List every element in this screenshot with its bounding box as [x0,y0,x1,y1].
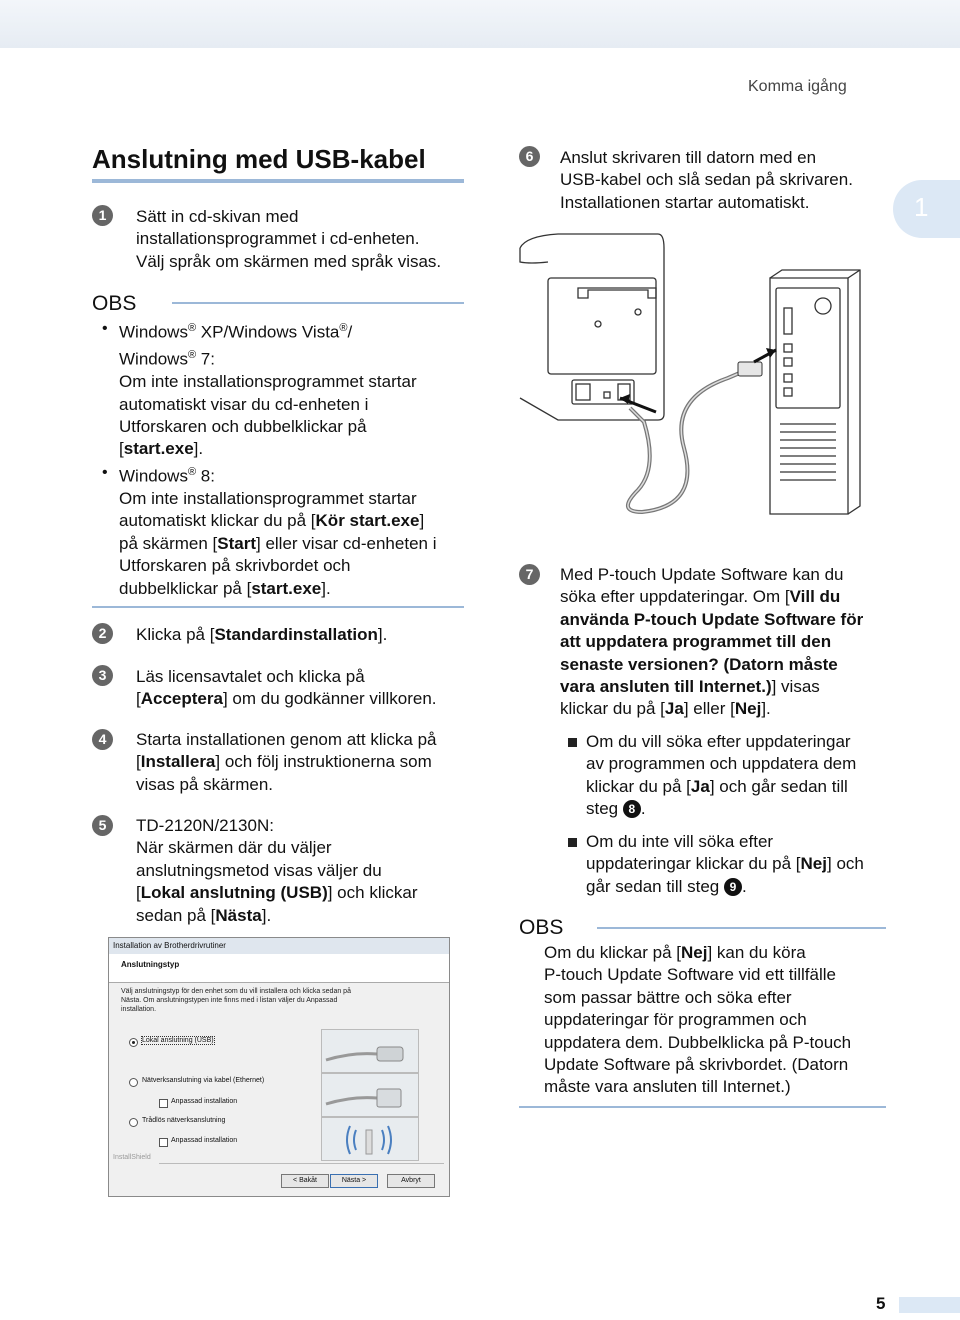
dialog-header: Anslutningstyp [109,954,449,983]
section-title: Anslutning med USB-kabel [92,144,426,174]
cancel-button[interactable]: Avbryt [387,1174,435,1188]
custom-install-label[interactable]: Anpassad installation [171,1098,238,1105]
step-1-number: 1 [92,205,113,226]
obs-rule [597,927,886,929]
next-button[interactable]: Nästa > [330,1174,378,1188]
back-button[interactable]: < Bakåt [281,1174,329,1188]
step-7-number: 7 [519,564,540,585]
installer-dialog [108,937,450,1197]
step-ref-8: 8 [623,800,641,818]
step-5-text: TD-2120N/2130N: När skärmen där du väljer anslutningsmetod visas väljer du [Lokal anslutning (USB)] och klickar sedan på [Nästa]. [136,816,418,925]
square-bullet [568,738,577,747]
step-3-text: Läs licensavtalet och klicka på [Acceptera] om du godkänner villkoren. [136,667,437,709]
chapter-tab [893,180,960,238]
ethernet-option-label[interactable]: Nätverksanslutning via kabel (Ethernet) [142,1077,265,1084]
step-3-number: 3 [92,665,113,686]
obs-title: OBS [519,916,564,939]
obs-end-rule [92,606,464,608]
wireless-picture [321,1117,419,1161]
step-4-number: 4 [92,729,113,750]
update-bullet-no: Om du inte vill söka efter uppdateringar klickar du på [Nej] och går sedan till steg 9 . [586,832,864,896]
usb-radio[interactable] [129,1038,138,1047]
chapter-number: 1 [914,192,929,222]
square-bullet [568,838,577,847]
custom-install-checkbox[interactable] [159,1138,168,1147]
bullet-dot: • [102,464,108,481]
step-1-text: Sätt in cd-skivan med installationsprogrammet i cd-enheten. Välj språk om skärmen med språk visas. [136,207,442,271]
page-number-bar [899,1297,960,1313]
obs-title: OBS [92,292,137,315]
step-4-text: Starta installationen genom att klicka på [Installera] och följ instruktionerna som visas på skärmen. [136,730,437,794]
custom-install-label[interactable]: Anpassad installation [171,1137,238,1144]
page-top-band [0,0,960,48]
step-6-number: 6 [519,146,540,167]
bullet-dot: • [102,320,108,337]
usb-connection-illustration [518,228,862,528]
wireless-radio[interactable] [129,1118,138,1127]
step-5-number: 5 [92,815,113,836]
usb-cable-picture [321,1029,419,1073]
update-bullet-yes: Om du vill söka efter uppdateringar av programmen och uppdatera dem klickar du på [Ja] och går sedan till steg 8 . [586,732,857,819]
dialog-description: Välj anslutningstyp för den enhet som du vill installera och klicka sedan på Nästa. Om anslutningstypen inte finns med i listan väljer du Anpassad installation. [121,988,351,1013]
step-2-number: 2 [92,623,113,644]
running-header: Komma igång [748,78,847,95]
step-7-text: Med P-touch Update Software kan du söka efter uppdateringar. Om [Vill du använda P-touch Update Software för att uppdatera programmet till den senaste versionen? (Datorn måste vara ansluten till Internet.)] visas klickar du på [Ja] eller [Nej]. [560,565,864,719]
dialog-divider [159,1163,444,1164]
obs-rule [172,302,464,304]
custom-install-checkbox[interactable] [159,1099,168,1108]
step-ref-9: 9 [724,878,742,896]
ethernet-radio[interactable] [129,1078,138,1087]
obs-end-rule [519,1106,886,1108]
obs-bullet-win8: Windows® 8: Om inte installationsprogrammet startar automatiskt klickar du på [Kör start.exe] på skärmen [Start] eller visar cd-enheten i Utforskaren på skrivbordet och dubbelklickar på [start.exe]. [119,466,437,598]
wireless-option-label[interactable]: Trådlös nätverksanslutning [142,1117,226,1124]
page-number: 5 [876,1294,886,1313]
installshield-label: InstallShield [113,1154,151,1161]
step-6-text: Anslut skrivaren till datorn med en USB-kabel och slå sedan på skrivaren. Installationen startar automatiskt. [560,148,853,212]
usb-option-label[interactable]: Lokal anslutning (USB) [142,1037,214,1044]
dialog-titlebar: Installation av Brotherdrivrutiner [109,938,449,954]
ethernet-cable-picture [321,1073,419,1117]
step-2-text: Klicka på [Standardinstallation]. [136,625,388,644]
title-rule [92,179,464,183]
obs-bullet-win7: Windows® XP/Windows Vista®/ Windows® 7: Om inte installationsprogrammet startar automatiskt visar du cd-enheten i Utforskaren och dubbelklickar på [start.exe]. [119,322,417,459]
obs-note-text: Om du klickar på [Nej] kan du köra P-touch Update Software vid ett tillfälle som passar bättre och söka efter uppdateringar för programmen och uppdatera dem. Dubbelklicka på P-touch Update Software på skrivbordet. (Datorn måste vara ansluten till Internet.) [544,943,852,1097]
